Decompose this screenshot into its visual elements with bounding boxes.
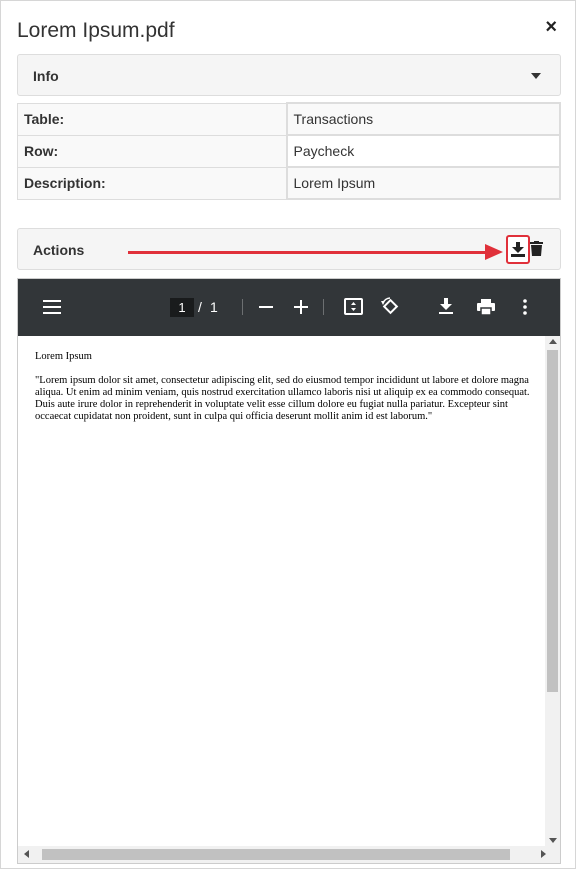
vertical-scrollbar[interactable] (545, 336, 560, 846)
page-total: 1 (210, 299, 218, 315)
info-value: Paycheck (287, 135, 561, 167)
annotation-arrow-head (485, 244, 503, 260)
page-number-input[interactable]: 1 (170, 298, 194, 317)
info-value: Lorem Ipsum (287, 167, 561, 199)
info-value: Transactions (287, 103, 561, 135)
table-row (18, 103, 561, 135)
download-icon[interactable] (439, 298, 453, 314)
pdf-viewer (17, 278, 561, 864)
info-label: Description: (18, 167, 287, 199)
caret-down-icon[interactable] (531, 73, 541, 79)
pdf-toolbar (18, 279, 560, 336)
table-row (18, 135, 561, 167)
fit-page-icon[interactable] (344, 298, 363, 315)
more-icon[interactable] (523, 299, 527, 315)
pdf-page-content (35, 351, 545, 423)
scroll-right-icon[interactable] (541, 850, 546, 858)
scroll-up-icon[interactable] (549, 339, 557, 344)
scroll-thumb[interactable] (42, 849, 510, 860)
zoom-in-icon[interactable] (294, 300, 308, 314)
scroll-down-icon[interactable] (549, 838, 557, 843)
scroll-thumb[interactable] (547, 350, 558, 692)
print-icon[interactable] (477, 299, 495, 315)
horizontal-scrollbar[interactable] (18, 846, 560, 863)
info-heading: Info (33, 68, 59, 84)
page-separator: / (198, 299, 202, 315)
table-row (18, 167, 561, 199)
modal-title: Lorem Ipsum.pdf (17, 19, 175, 42)
rotate-icon[interactable] (380, 297, 400, 316)
info-label: Row: (18, 135, 287, 167)
info-panel-header[interactable] (17, 54, 561, 96)
actions-panel-header (17, 228, 561, 270)
zoom-out-icon[interactable] (259, 306, 273, 308)
menu-icon[interactable] (43, 300, 61, 314)
toolbar-divider (323, 299, 324, 315)
info-label: Table: (18, 103, 287, 135)
scroll-left-icon[interactable] (24, 850, 29, 858)
download-icon (511, 242, 525, 257)
annotation-arrow-line (128, 251, 498, 254)
trash-icon[interactable] (530, 241, 543, 256)
actions-heading: Actions (33, 242, 85, 258)
document-body: "Lorem ipsum dolor sit amet, consectetur adipiscing elit, sed do eiusmod tempor incididunt ut labore et dolore magna aliqua. Ut enim ad minim veniam, quis nostrud exercitation ullamco laboris nisi ut aliquip ex ea commodo consequat. Duis aute irure dolor in reprehenderit in voluptate velit esse cillum dolore eu fugiat nulla pariatur. Excepteur sint occaecat cupidatat non proident, sunt in culpa qui officia deserunt mollit anim id est laborum." (35, 375, 530, 422)
close-icon[interactable]: × (545, 16, 557, 38)
toolbar-divider (242, 299, 243, 315)
download-button[interactable] (506, 235, 530, 264)
info-table (17, 102, 561, 200)
document-heading: Lorem Ipsum (35, 351, 92, 362)
